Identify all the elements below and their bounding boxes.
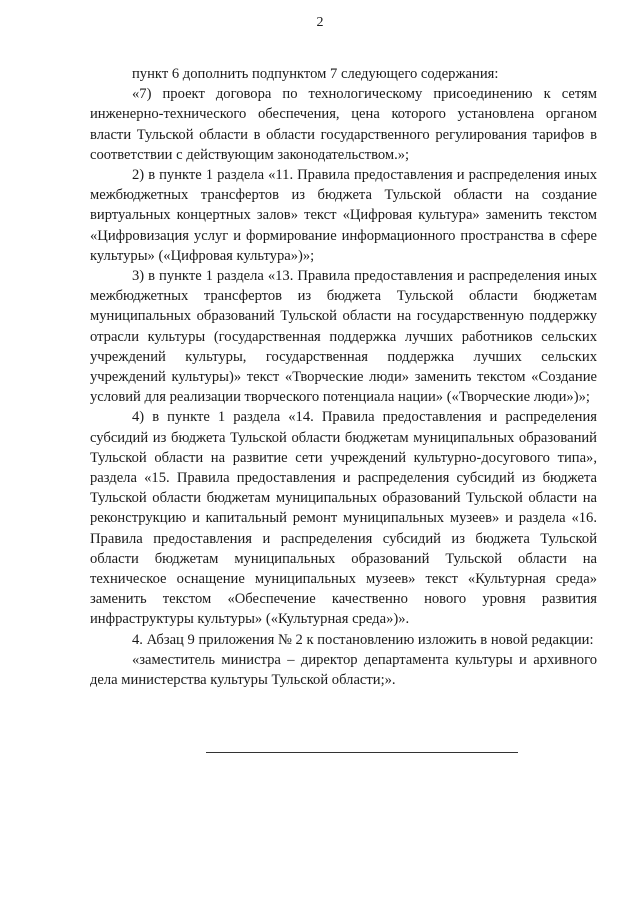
page-number: 2 [316,15,324,30]
document-body [90,64,597,690]
paragraph-item-2: 2) в пункте 1 раздела «11. Правила предоставления и распределения иных межбюджетных трансфертов из бюджета Тульской области на создание виртуальных концертных залов» текст «Цифровая культура» заменить текстом «Цифровизация услуг и формирование информационного пространства в сфере культуры» («Цифровая культура»)»; [90,167,597,264]
paragraph-subitem-7: «7) проект договора по технологическому присоединению к сетям инженерно-технического обеспечения, цена которого установлена органом власти Тульской области в области государственного регулирования тарифов в соответствии с действующим законодательством.»; [90,86,597,163]
paragraph-new-wording: «заместитель министра – директор департамента культуры и архивного дела министерства культуры Тульской области;». [90,651,597,689]
signature-line [206,752,518,753]
paragraph-item-4: 4) в пункте 1 раздела «14. Правила предоставления и распределения субсидий из бюджета Тульской области бюджетам муниципальных образований Тульской области на развитие сети учреждений культурно-досугового типа», раздела «15. Правила предоставления и распределения субсидий из бюджета Тульской области бюджетам муниципальных образований Тульской области на реконструкцию и капитальный ремонт муниципальных музеев» и раздела «16. Правила предоставления и распределения субсидий из бюджета Тульской области бюджетам муниципальных образований Тульской области на техническое оснащение муниципальных музеев» текст «Культурная среда» заменить текстом «Обеспечение качественно нового уровня развития инфраструктуры культуры» («Культурная среда»)». [90,409,597,628]
paragraph-item-3: 3) в пункте 1 раздела «13. Правила предоставления и распределения иных межбюджетных трансфертов из бюджета Тульской области бюджетам муниципальных образований Тульской области на государственную поддержку отрасли культуры (государственная поддержка лучших работников сельских учреждений культуры, государственная поддержка лучших сельских учреждений культуры)» текст «Творческие люди» заменить текстом «Создание условий для реализации творческого потенциала нации» («Творческие люди»)»; [90,268,597,406]
paragraph-item-6-intro: пункт 6 дополнить подпунктом 7 следующего содержания: [132,66,499,82]
paragraph-section-4: 4. Абзац 9 приложения № 2 к постановлению изложить в новой редакции: [132,631,594,648]
